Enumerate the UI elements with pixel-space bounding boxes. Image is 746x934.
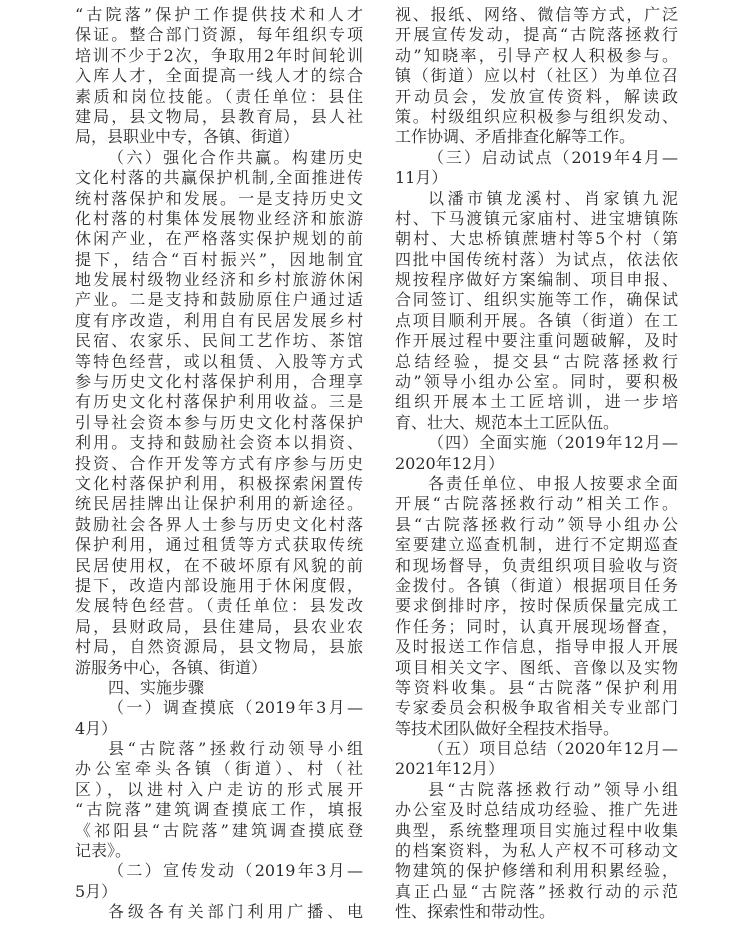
text-line: 有历史文化村落保护利用收益。三是 (75, 392, 363, 412)
text-line: 引导社会资本参与历史文化村落保护 (75, 412, 363, 432)
text-line: 民宿、农家乐、民间工艺作坊、茶馆 (75, 331, 363, 351)
text-line: 局，县职业中专，各镇、街道） (75, 127, 300, 147)
text-line: 作任务；同时，认真开展现场督查， (395, 616, 678, 636)
text-line: （二）宣传发动（2019年3月— (108, 861, 363, 881)
text-line: 等技术团队做好全程技术指导。 (395, 718, 620, 738)
text-line: 典型，系统整理项目实施过程中收集 (395, 820, 678, 840)
text-line: 育、壮大、规范本土工匠队伍。 (395, 412, 620, 432)
text-line: 建局，县文物局，县教育局，县人社 (75, 106, 363, 126)
text-line: 真正凸显“古院落”拯救行动的示范 (395, 881, 678, 901)
text-line: 5月） (75, 881, 118, 901)
text-line: 各级各有关部门利用广播、电 (108, 902, 363, 922)
text-line: 化村落的村集体发展物业经济和旅游 (75, 208, 363, 228)
text-line: 朝村、大忠桥镇蔗塘村等5个村（第 (395, 229, 678, 249)
text-line: 作开展过程中要注重问题破解，及时 (395, 331, 678, 351)
text-line: 保护利用，通过租赁等方式获取传统 (75, 535, 363, 555)
text-line: 开动员会，发放宣传资料，解读政 (395, 86, 678, 106)
text-line: 提下，改造内部设施用于休闲度假， (75, 575, 363, 595)
text-line: 动”领导小组办公室。同时，要积极 (395, 372, 678, 392)
text-line: 统村落保护和发展。一是支持历史文 (75, 188, 363, 208)
text-line: 开展“古院落拯救行动”相关工作。 (395, 494, 678, 514)
text-line: 开展宣传发动，提高“古院落拯救行 (395, 25, 678, 45)
text-line: 产业。二是支持和鼓励原住户通过适 (75, 290, 363, 310)
text-line: 动”知晓率，引导产权人积极参与。 (395, 45, 678, 65)
text-line: 村局，自然资源局，县文物局，县旅 (75, 637, 363, 657)
text-line: （六）强化合作共赢。构建历史 (108, 147, 363, 167)
text-line: 的档案资料，为私人产权不可移动文 (395, 841, 678, 861)
text-line: 金拨付。各镇（街道）根据项目任务 (395, 575, 678, 595)
text-line: 工作协调、矛盾排查化解等工作。 (395, 127, 636, 147)
text-line: 组织开展本土工匠培训，进一步培 (395, 392, 678, 412)
text-line: 合同签订、组织实施等工作，确保试 (395, 290, 678, 310)
text-line: 点项目顺利开展。各镇（街道）在工 (395, 310, 678, 330)
text-line: 县“古院落拯救行动”领导小组 (428, 779, 678, 799)
text-line: 及时报送工作信息，指导申报人开展 (395, 637, 678, 657)
text-line: 性、探索性和带动性。 (395, 902, 556, 922)
text-line: 村、下马渡镇元家庙村、进宝塘镇陈 (395, 208, 678, 228)
text-line: 专家委员会积极争取省相关专业部门 (395, 698, 678, 718)
text-line: 提下，结合“百村振兴”，因地制宜 (75, 249, 363, 269)
text-line: 要求倒排时序，按时保质保量完成工 (395, 596, 678, 616)
text-line: 区），以进村入户走访的形式展开 (75, 779, 363, 799)
text-line: 11月） (395, 168, 448, 188)
text-line: 入库人才，全面提高一线人才的综合 (75, 66, 363, 86)
text-line: 室要建立巡查机制，进行不定期巡查 (395, 535, 678, 555)
text-line: （三）启动试点（2019年4月— (428, 147, 678, 167)
text-line: 四、实施步骤 (108, 677, 205, 697)
text-line: 投资、合作开发等方式有序参与历史 (75, 453, 363, 473)
text-line: 保证。整合部门资源，每年组织专项 (75, 25, 363, 45)
text-line: 各责任单位、申报人按要求全面 (428, 473, 678, 493)
text-line: 局，县财政局，县住建局，县农业农 (75, 616, 363, 636)
text-line: 策。村级组织应积极参与组织发动、 (395, 106, 678, 126)
text-line: 2021年12月） (395, 759, 505, 779)
text-line: 统民居挂牌出让保护利用的新途径。 (75, 494, 363, 514)
text-line: 等特色经营，或以租赁、入股等方式 (75, 351, 363, 371)
text-line: 发展特色经营。（责任单位：县发改 (75, 596, 363, 616)
text-line: 4月） (75, 718, 118, 738)
text-line: 四批中国传统村落）为试点，依法依 (395, 249, 678, 269)
text-line: 镇（街道）应以村（社区）为单位召 (395, 66, 678, 86)
text-line: 物建筑的保护修缮和利用积累经验， (395, 861, 678, 881)
text-line: 度有序改造，利用自有民居发展乡村 (75, 310, 363, 330)
text-line: 游服务中心，各镇、街道） (75, 657, 268, 677)
text-line: 记表》。 (75, 841, 132, 861)
text-line: 总结经验，提交县“古院落拯救行 (395, 351, 678, 371)
text-line: 民居使用权，在不破坏原有风貌的前 (75, 555, 363, 575)
text-line: 培训不少于2次，争取用2年时间轮训 (75, 45, 363, 65)
text-line: “古院落”保护工作提供技术和人才 (75, 5, 363, 24)
text-line: （四）全面实施（2019年12月— (428, 433, 678, 453)
text-line: “古院落”建筑调查摸底工作，填报 (75, 800, 363, 820)
text-line: 参与历史文化村落保护利用，合理享 (75, 372, 363, 392)
text-line: 地发展村级物业经济和乡村旅游休闲 (75, 270, 363, 290)
text-line: 文化村落保护利用，积极探索闲置传 (75, 473, 363, 493)
text-line: 等资料收集。县“古院落”保护利用 (395, 677, 678, 697)
text-line: （一）调查摸底（2019年3月— (108, 698, 363, 718)
text-line: 和现场督导，负责组织项目验收与资 (395, 555, 678, 575)
text-line: 项目相关文字、图纸、音像以及实物 (395, 657, 678, 677)
text-line: 休闲产业，在严格落实保护规划的前 (75, 229, 363, 249)
text-line: 鼓励社会各界人士参与历史文化村落 (75, 514, 363, 534)
text-line: 县“古院落”拯救行动领导小组 (108, 739, 363, 759)
text-line: 文化村落的共赢保护机制,全面推进传 (75, 168, 363, 188)
left-text-column (75, 5, 363, 923)
text-line: 视、报纸、网络、微信等方式，广泛 (395, 5, 678, 24)
text-line: 办公室牵头各镇（街道）、村（社 (75, 759, 363, 779)
text-line: （五）项目总结（2020年12月— (428, 739, 678, 759)
text-line: 县“古院落拯救行动”领导小组办公 (395, 514, 678, 534)
text-line: 《祁阳县“古院落”建筑调查摸底登 (75, 820, 363, 840)
text-line: 以潘市镇龙溪村、肖家镇九泥 (428, 188, 678, 208)
text-line: 利用。支持和鼓励社会资本以捐资、 (75, 433, 363, 453)
text-line: 2020年12月） (395, 453, 505, 473)
text-line: 素质和岗位技能。（责任单位：县住 (75, 86, 363, 106)
text-line: 办公室及时总结成功经验、推广先进 (395, 800, 678, 820)
text-line: 规按程序做好方案编制、项目申报、 (395, 270, 678, 290)
right-text-column (395, 5, 678, 923)
